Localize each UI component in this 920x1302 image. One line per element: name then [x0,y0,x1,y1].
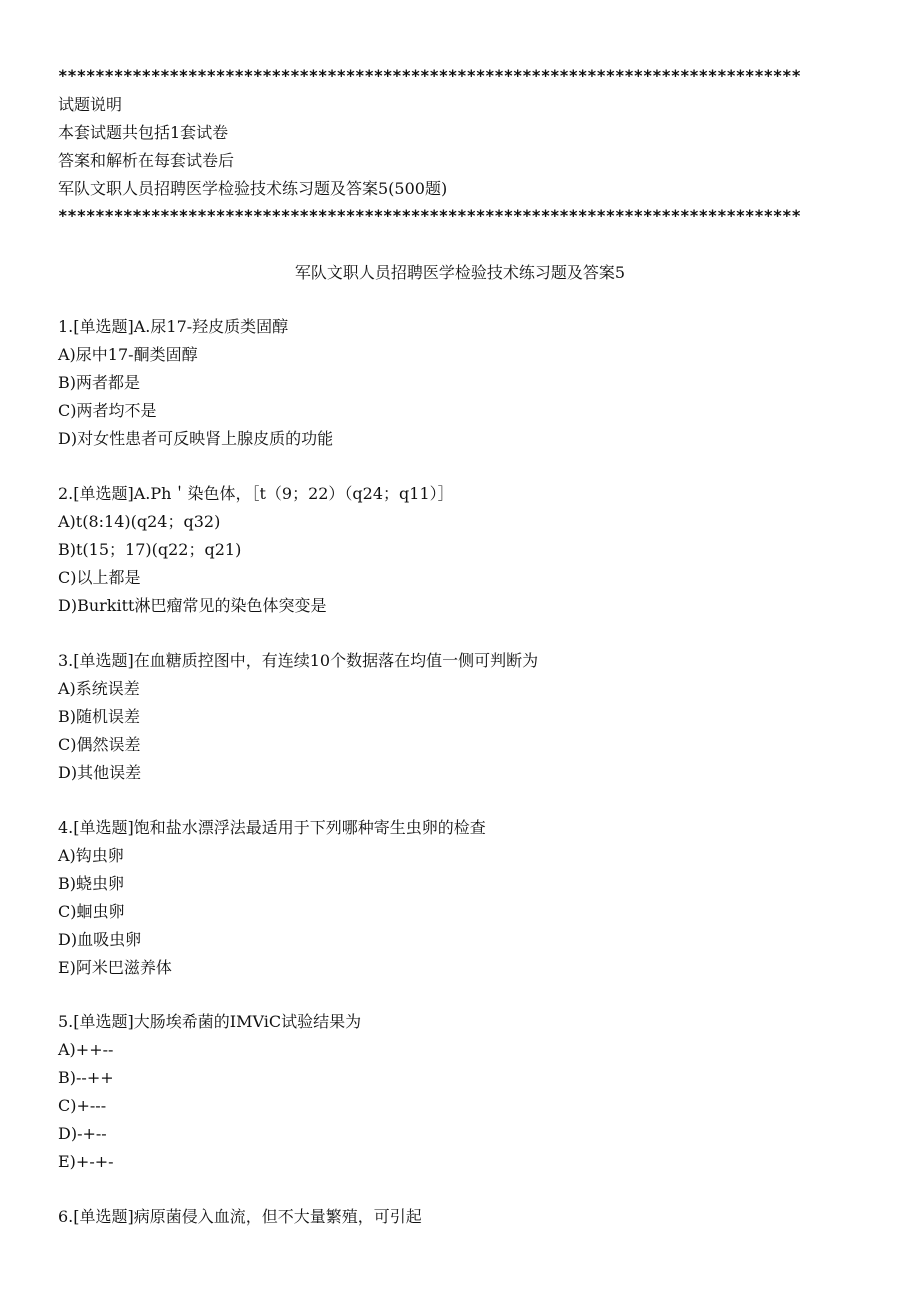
question-2 [58,480,878,620]
document-title: 军队文职人员招聘医学检验技术练习题及答案5 [294,263,626,282]
header-line-3: 答案和解析在每套试卷后 [58,151,235,170]
option: C)蛔虫卵 [58,902,125,921]
header-line-1: 试题说明 [58,95,123,114]
option: E)阿米巴滋养体 [58,958,172,977]
option: D)其他误差 [58,763,142,782]
option: E)+-+- [58,1152,114,1171]
option: B)--++ [58,1068,114,1087]
option: C)+--- [58,1096,107,1115]
star-divider-bottom: ******************************************************************************** [58,206,801,225]
question-stem: 6.[单选题]病原菌侵入血流，但不大量繁殖，可引起 [58,1207,422,1226]
option: D)血吸虫卵 [58,930,142,949]
question-3 [58,647,878,787]
option: A)++-- [58,1040,114,1059]
option: C)偶然误差 [58,735,141,754]
option: B)随机误差 [58,707,141,726]
option: B)蛲虫卵 [58,874,125,893]
question-stem: 1.[单选题]A.尿17-羟皮质类固醇 [58,317,289,336]
option: D)Burkitt淋巴瘤常见的染色体突变是 [58,596,327,615]
question-5 [58,1008,878,1176]
option: B)t(15；17)(q22；q21) [58,540,242,559]
option: D)-+-- [58,1124,107,1143]
question-stem: 4.[单选题]饱和盐水漂浮法最适用于下列哪种寄生虫卵的检查 [58,818,486,837]
option: A)系统误差 [58,679,140,698]
question-stem: 5.[单选题]大肠埃希菌的IMViC试验结果为 [58,1012,362,1031]
question-stem: 3.[单选题]在血糖质控图中，有连续10个数据落在均值一侧可判断为 [58,651,539,670]
option: C)以上都是 [58,568,141,587]
header-line-2: 本套试题共包括1套试卷 [58,123,229,142]
question-1 [58,313,878,453]
option: A)t(8:14)(q24；q32) [58,512,221,531]
question-4 [58,814,878,982]
star-divider-top: ******************************************************************************** [58,66,801,85]
question-stem: 2.[单选题]A.Ph＇染色体，［t（9；22）（q24；q11）］ [58,484,454,503]
option: A)钩虫卵 [58,846,124,865]
option: C)两者均不是 [58,401,157,420]
question-6 [58,1203,878,1231]
option: B)两者都是 [58,373,141,392]
option: D)对女性患者可反映肾上腺皮质的功能 [58,429,334,448]
header-line-4: 军队文职人员招聘医学检验技术练习题及答案5(500题) [58,179,448,198]
option: A)尿中17-酮类固醇 [58,345,198,364]
